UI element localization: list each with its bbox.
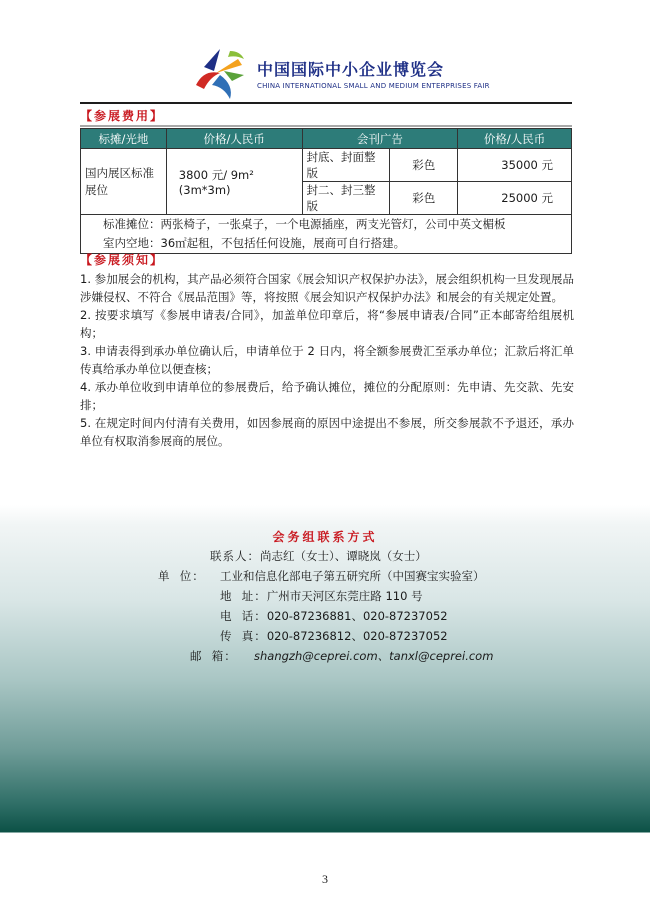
contact-address-label: 地 址： [220, 589, 267, 603]
contact-unit-label: 单 位： [158, 569, 205, 583]
ad-position-cell: 封二、封三整版 [302, 182, 390, 215]
fee-notes-row [81, 215, 572, 254]
ad-price-cell: 35000 元 [458, 149, 572, 182]
contact-email-label: 邮 箱： [190, 649, 237, 663]
contact-fax-line [220, 627, 448, 645]
fee-note-standard-booth: 标准摊位：两张椅子，一张桌子，一个电源插座，两支光管灯，公司中英文楣板 [103, 217, 506, 231]
header-cell-ads: 会刊广告 [302, 129, 458, 149]
notice-item: 2. 按要求填写《参展申请表/合同》，加盖单位印章后，将“参展申请表/合同”正本邮寄给组展机构； [80, 308, 574, 340]
contact-address-line [220, 587, 423, 605]
logo-english-name: CHINA INTERNATIONAL SMALL AND MEDIUM ENTERPRISES FAIR [257, 82, 490, 90]
contact-person-label: 联系人： [210, 549, 260, 563]
contact-phone-label: 电 话： [220, 609, 267, 623]
ad-color-cell: 彩色 [390, 149, 458, 182]
page-number: 3 [322, 872, 328, 886]
contact-email-value[interactable]: shangzh@ceprei.com、tanxl@ceprei.com [254, 649, 494, 663]
contact-email-line [190, 647, 493, 665]
fee-table-header-row [81, 129, 572, 149]
contact-fax-value: 020-87236812、020-87237052 [266, 629, 448, 643]
notice-list [80, 270, 574, 450]
notice-item: 1. 参加展会的机构，其产品必须符合国家《展会知识产权保护办法》，展会组织机构一旦发现展品涉嫌侵权、不符合《展品范围》等，将按照《展会知识产权保护办法》和展会的有关规定处置。 [80, 272, 574, 304]
header-divider [80, 102, 572, 104]
logo-chinese-name: 中国国际中小企业博览会 [257, 60, 445, 79]
ad-position-cell: 封底、封面整版 [302, 149, 390, 182]
booth-type-cell: 国内展区标准展位 [81, 149, 167, 215]
contact-phone-value: 020-87236881、020-87237052 [266, 609, 448, 623]
fees-title-divider [80, 125, 572, 127]
fair-logo-icon [190, 45, 250, 101]
ad-price-cell: 25000 元 [458, 182, 572, 215]
header-cell-ad-price: 价格/人民币 [458, 129, 572, 149]
fee-note-raw-space: 室内空地：36㎡起租，不包括任何设施，展商可自行搭建。 [103, 236, 406, 250]
header-cell-booth-price: 价格/人民币 [166, 129, 302, 149]
notice-item: 4. 承办单位收到申请单位的参展费后，给予确认摊位，摊位的分配原则：先申请、先交款、先安排； [80, 380, 574, 412]
contact-phone-line [220, 607, 448, 625]
contact-unit-value: 工业和信息化部电子第五研究所（中国赛宝实验室） [220, 569, 485, 583]
contact-title: 会务组联系方式 [272, 530, 378, 544]
notice-item: 5. 在规定时间内付清有关费用，如因参展商的原因中途提出不参展，所交参展款不予退还，承办单位有权取消参展商的展位。 [80, 416, 574, 448]
header-cell-booth: 标摊/光地 [81, 129, 167, 149]
fee-table [80, 128, 572, 254]
contact-unit-line [158, 567, 485, 585]
fees-section-title: 【参展费用】 [80, 109, 165, 123]
booth-price-cell: 3800 元/ 9m² (3m*3m) [166, 149, 302, 215]
table-row [81, 149, 572, 182]
notice-section-title: 【参展须知】 [80, 253, 165, 267]
fee-notes-cell [81, 215, 572, 254]
ad-color-cell: 彩色 [390, 182, 458, 215]
notice-item: 3. 申请表得到承办单位确认后，申请单位于 2 日内，将全额参展费汇至承办单位；汇款后将汇单传真给承办单位以便查核； [80, 344, 574, 376]
contact-address-value: 广州市天河区东莞庄路 110 号 [266, 589, 423, 603]
contact-fax-label: 传 真： [220, 629, 267, 643]
contact-person-line [210, 547, 427, 565]
contact-person-value: 尚志红（女士）、谭晓岚（女士） [260, 549, 427, 563]
